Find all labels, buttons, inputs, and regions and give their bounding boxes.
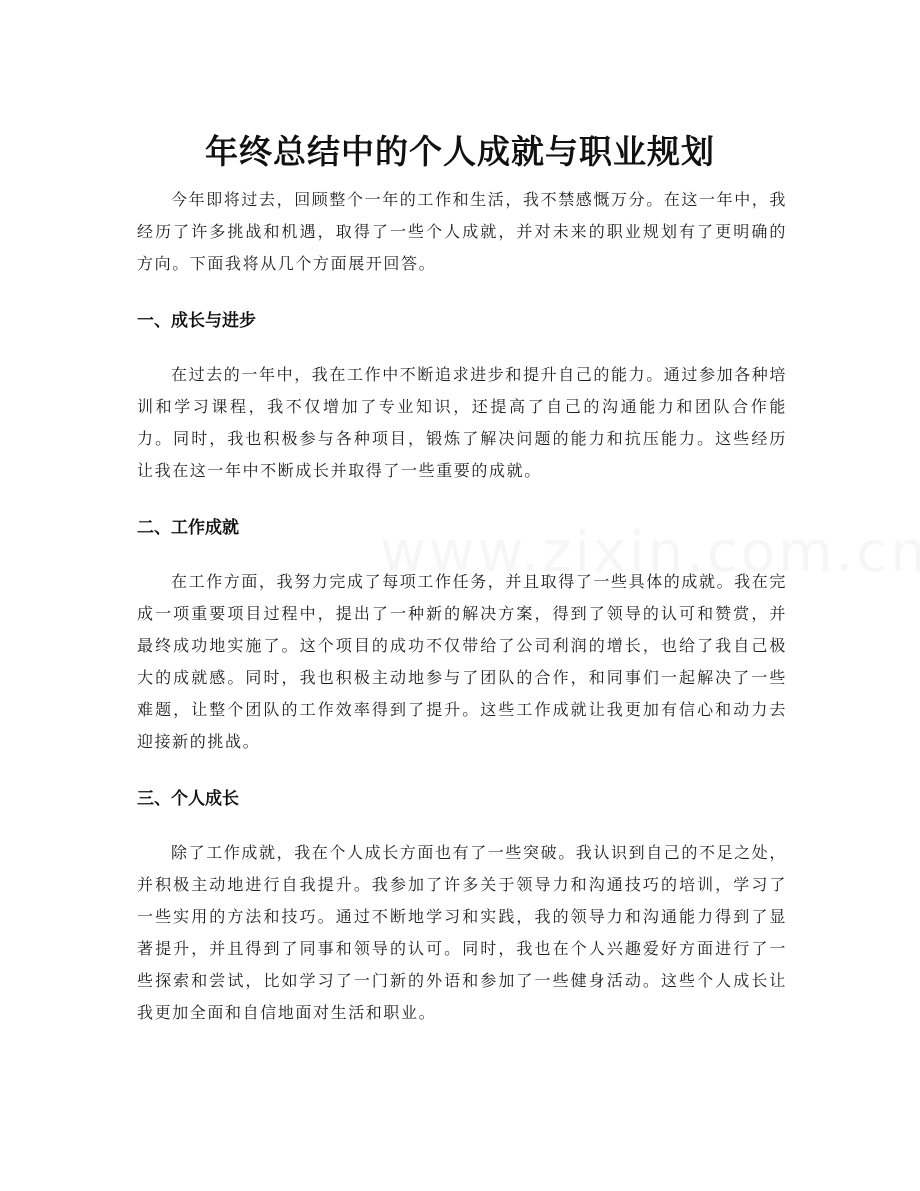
section-heading-work: 二、工作成就 [137, 518, 239, 538]
document-title: 年终总结中的个人成就与职业规划 [205, 132, 715, 172]
section-heading-growth: 一、成长与进步 [137, 311, 256, 331]
section-body-personal: 除了工作成就，我在个人成长方面也有了一些突破。我认识到自己的不足之处，并积极主动地进行自我提升。我参加了许多关于领导力和沟通技巧的培训，学习了一些实用的方法和技巧。通过不断地学习和实践，我的领导力和沟通能力得到了显著提升，并且得到了同事和领导的认可。同时，我也在个人兴趣爱好方面进行了一些探索和尝试，比如学习了一门新的外语和参加了一些健身活动。这些个人成长让我更加全面和自信地面对生活和职业。 [137, 843, 788, 1022]
section-heading-personal: 三、个人成长 [137, 789, 239, 809]
section-body-work: 在工作方面，我努力完成了每项工作任务，并且取得了一些具体的成就。我在完成一项重要项目过程中，提出了一种新的解决方案，得到了领导的认可和赞赏，并最终成功地实施了。这个项目的成功不仅带给了公司利润的增长，也给了我自己极大的成就感。同时，我也积极主动地参与了团队的合作，和同事们一起解决了一些难题，让整个团队的工作效率得到了提升。这些工作成就让我更加有信心和动力去迎接新的挑战。 [137, 572, 788, 751]
section-body-growth: 在过去的一年中，我在工作中不断追求进步和提升自己的能力。通过参加各种培训和学习课程，我不仅增加了专业知识，还提高了自己的沟通能力和团队合作能力。同时，我也积极参与各种项目，锻炼了解决问题的能力和抗压能力。这些经历让我在这一年中不断成长并取得了一些重要的成就。 [137, 365, 788, 480]
document-body [137, 184, 787, 1029]
intro-paragraph: 今年即将过去，回顾整个一年的工作和生活，我不禁感慨万分。在这一年中，我经历了许多挑战和机遇，取得了一些个人成就，并对未来的职业规划有了更明确的方向。下面我将从几个方面展开回答。 [137, 190, 788, 273]
